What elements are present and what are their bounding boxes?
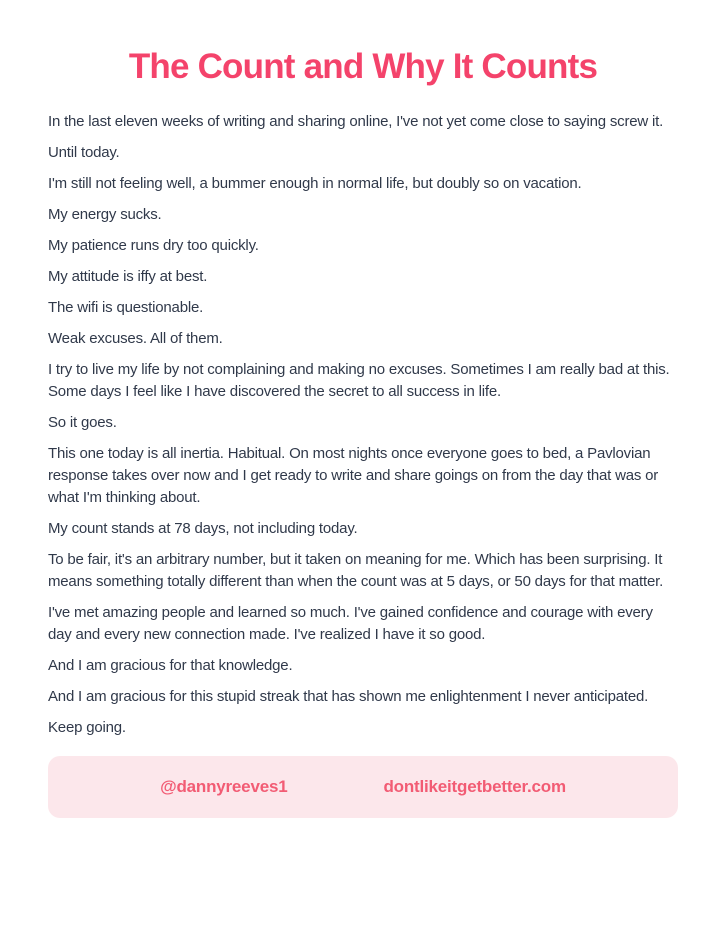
paragraph: Until today. (48, 144, 120, 161)
paragraph: And I am gracious for this stupid streak that has shown me enlightenment I never anticipated. (48, 688, 649, 705)
paragraph: I try to live my life by not complaining and making no excuses. Sometimes I am really bad at this. Some days I feel like I have discovered the secret to all success in life. (48, 361, 670, 400)
page-title: The Count and Why It Counts (128, 47, 598, 86)
paragraph: Weak excuses. All of them. (48, 330, 223, 347)
paragraph: My patience runs dry too quickly. (48, 237, 259, 254)
paragraph: The wifi is questionable. (48, 299, 204, 316)
paragraph: I've met amazing people and learned so much. I've gained confidence and courage with every day and every new connection made. I've realized I have it so good. (48, 604, 653, 643)
paragraph: Keep going. (48, 719, 126, 736)
paragraph: So it goes. (48, 414, 117, 431)
social-handle[interactable]: @dannyreeves1 (160, 777, 288, 796)
footer-banner (48, 756, 678, 818)
paragraph: My count stands at 78 days, not including today. (48, 520, 358, 537)
article-body (0, 111, 726, 739)
paragraph: To be fair, it's an arbitrary number, but it taken on meaning for me. Which has been surprising. It means something totally different than when the count was at 5 days, or 50 days for that matter. (48, 551, 664, 590)
paragraph: In the last eleven weeks of writing and sharing online, I've not yet come close to saying screw it. (48, 113, 664, 130)
paragraph: This one today is all inertia. Habitual. On most nights once everyone goes to bed, a Pavlovian response takes over now and I get ready to write and share goings on from the day that was or what I'm thinking about. (48, 445, 659, 506)
website-link[interactable]: dontlikeitgetbetter.com (383, 777, 566, 796)
paragraph: My attitude is iffy at best. (48, 268, 208, 285)
paragraph: My energy sucks. (48, 206, 162, 223)
paragraph: I'm still not feeling well, a bummer enough in normal life, but doubly so on vacation. (48, 175, 582, 192)
paragraph: And I am gracious for that knowledge. (48, 657, 293, 674)
